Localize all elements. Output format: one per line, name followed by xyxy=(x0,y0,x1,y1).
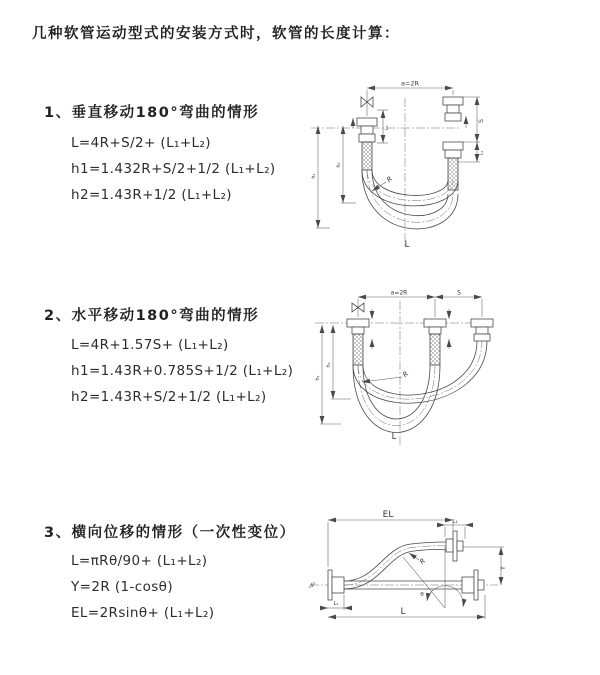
dim-label-l1: L₁ xyxy=(385,125,390,131)
hose-u-curves xyxy=(353,341,487,433)
hose-s-curve xyxy=(344,542,446,589)
dimension-l xyxy=(328,595,485,619)
dim-label-h2: h₂ xyxy=(336,162,342,168)
dimension-h1-outer xyxy=(315,325,341,424)
dim-label-y: Y xyxy=(500,566,507,570)
phantom-right-flange xyxy=(462,570,484,600)
dim-label-a2r: a=2R xyxy=(400,79,420,88)
dimension-h1-outer xyxy=(311,126,330,228)
section-lateral-displacement xyxy=(44,524,296,622)
formula-h1: h1=1.43R+0.785S+1/2 (L₁+L₂) xyxy=(71,363,294,379)
page-title: 几种软管运动型式的安装方式时，软管的长度计算： xyxy=(32,26,400,42)
dim-label-h1: h₁ xyxy=(311,173,317,179)
angle-label: θ xyxy=(420,592,424,598)
braided-hose-section xyxy=(448,158,458,190)
length-label: L xyxy=(400,607,406,617)
formula-h1: h1=1.432R+S/2+1/2 (L₁+L₂) xyxy=(71,161,276,177)
radius-label: R xyxy=(401,369,411,380)
radius-callout xyxy=(372,175,394,191)
left-pipe-fitting xyxy=(347,319,369,365)
dim-label-a2r: a=2R xyxy=(390,289,408,297)
braided-hose-section xyxy=(353,334,363,365)
dimension-el xyxy=(328,510,453,567)
section-1-heading: 1、垂直移动180°弯曲的情形 xyxy=(44,105,260,121)
upper-flange xyxy=(446,531,463,561)
diagram-horizontal-180-bend xyxy=(315,283,515,453)
right-pipe-fitting xyxy=(471,319,493,341)
left-flange xyxy=(328,570,344,600)
radius-callout xyxy=(362,370,410,382)
dimension-h2-inner xyxy=(326,325,351,399)
formula-h2: h2=1.43R+S/2+1/2 (L₁+L₂) xyxy=(71,389,267,405)
formula-L: L=πRθ/90+ (L₁+L₂) xyxy=(71,553,208,569)
dim-label-h1: h₁ xyxy=(315,375,321,381)
dim-label-h2: h₂ xyxy=(326,362,332,368)
formula-EL: EL=2Rsinθ+ (L₁+L₂) xyxy=(71,605,215,621)
formula-L: L=4R+S/2+ (L₁+L₂) xyxy=(71,135,211,151)
centerlines xyxy=(311,98,460,248)
radius-callout xyxy=(409,553,427,566)
dimension-s xyxy=(435,290,482,298)
hose-u-curves xyxy=(362,170,458,229)
dimension-a2r xyxy=(367,80,453,117)
formula-h2: h2=1.43R+1/2 (L₁+L₂) xyxy=(71,187,232,203)
diagram-lateral-displacement xyxy=(306,503,511,637)
dim-label-l1: L₁ xyxy=(480,150,485,156)
dimension-s-right xyxy=(463,97,485,142)
formula-L: L=4R+1.57S+ (L₁+L₂) xyxy=(71,337,229,353)
length-label: L xyxy=(391,432,397,442)
section-horizontal-movement xyxy=(44,307,293,406)
dimension-a2r xyxy=(358,290,482,318)
right-pipe-fitting-upper xyxy=(443,97,463,121)
section-3-heading: 3、横向位移的情形（一次性变位） xyxy=(44,525,296,541)
left-pipe-fitting xyxy=(357,118,377,170)
section-2-heading: 2、水平移动180°弯曲的情形 xyxy=(44,308,260,324)
braided-hose-section xyxy=(362,142,372,170)
dim-label-l1: L₁ xyxy=(333,601,339,607)
dim-label-el: EL xyxy=(382,510,394,520)
dim-label-s: S xyxy=(457,289,461,297)
formula-Y: Y=2R (1-cosθ) xyxy=(71,579,173,595)
dimension-h2-inner xyxy=(336,126,356,203)
length-label: L xyxy=(404,240,410,250)
dimension-l1-left xyxy=(377,110,390,143)
radius-label: R xyxy=(418,556,428,567)
braided-hose-section xyxy=(430,334,440,365)
right-pipe-fitting-lower xyxy=(443,142,463,190)
section-vertical-movement xyxy=(44,104,276,204)
dim-label-s: S xyxy=(478,119,485,123)
dim-label-l1: L₁ xyxy=(452,519,458,525)
middle-pipe-fitting xyxy=(424,319,446,365)
radius-label: R xyxy=(385,174,395,185)
dimension-l1-bottom xyxy=(320,595,352,610)
diagram-vertical-180-bend xyxy=(308,76,528,260)
